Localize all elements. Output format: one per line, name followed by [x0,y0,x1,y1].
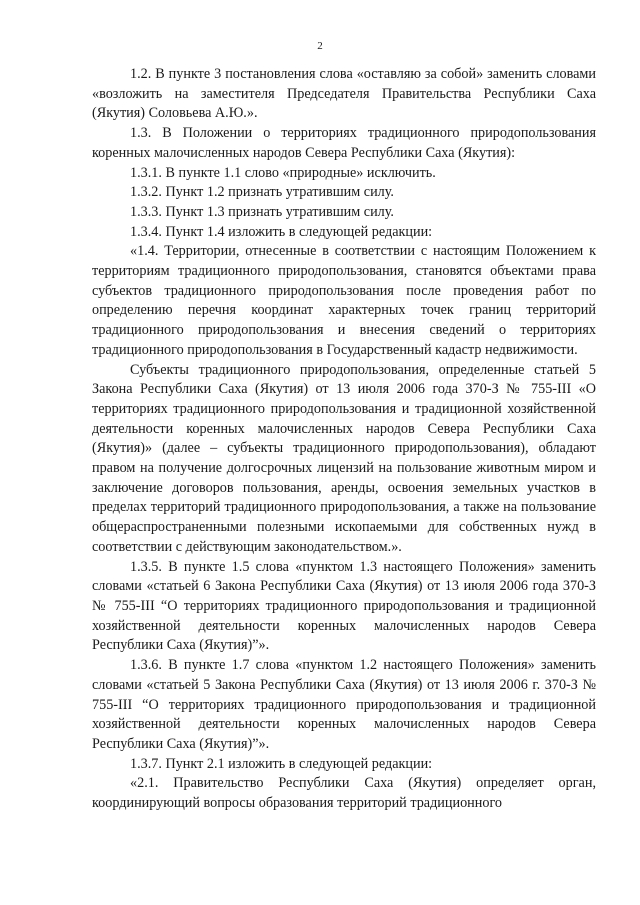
paragraph-1-3: 1.3. В Положении о территориях традиционного природопользования коренных малочисленных народов Севера Республики Саха (Якутия): [92,125,596,161]
paragraph-1-3-6: 1.3.6. В пункте 1.7 слова «пунктом 1.2 настоящего Положения» заменить словами «статьей 5 Закона Республики Саха (Якутия) от 13 июля 2006 г. 370-З № 755-III “О территориях традиционного природопользования и традиционной хозяйственной деятельности коренных малочисленных народов Севера Республики Саха (Якутия)”». [92,657,596,752]
page-number: 2 [317,40,323,52]
paragraph-1-3-3: 1.3.3. Пункт 1.3 признать утратившим силу. [130,203,394,220]
quoted-paragraph-1-4: «1.4. Территории, отнесенные в соответствии с настоящим Положением к территориям традиционного природопользования, становятся объектами права субъектов традиционного природопользования после проведения работ по определению перечня координат характерных точек границ территорий традиционного природопользования и внесения сведений о территориях традиционного природопользования в Государственный кадастр недвижимости. [92,243,596,358]
paragraph-1-2: 1.2. В пункте 3 постановления слова «оставляю за собой» заменить словами «возложить на заместителя Председателя Правительства Республики Саха (Якутия) Соловьева А.Ю.». [92,66,596,122]
paragraph-1-3-2: 1.3.2. Пункт 1.2 признать утратившим силу. [130,184,394,201]
paragraph-subjects: Субъекты традиционного природопользования, определенные статьей 5 Закона Республики Саха (Якутия) от 13 июля 2006 года 370-З № 755-III «О территориях традиционного природопользования и традиционной хозяйственной деятельности коренных малочисленных народов Севера Республики Саха (Якутия)» (далее – субъекты традиционного природопользования), обладают правом на получение долгосрочных лицензий на пользование животным миром и заключение договоров пользования, аренды, освоения земельных участков в пределах территорий традиционного природопользования, а также на пользование общераспространенными полезными ископаемыми для собственных нужд в соответствии с действующим законодательством.». [92,361,596,555]
paragraph-1-3-5: 1.3.5. В пункте 1.5 слова «пунктом 1.3 настоящего Положения» заменить словами «статьей 6 Закона Республики Саха (Якутия) от 13 июля 2006 года 370-З № 755-III “О территориях традиционного природопользования и традиционной хозяйственной деятельности коренных малочисленных народов Севера Республики Саха (Якутия)”». [92,558,596,654]
quoted-paragraph-2-1: «2.1. Правительство Республики Саха (Якутия) определяет орган, координирующий вопросы образования территорий традиционного [92,775,596,812]
paragraph-1-3-1: 1.3.1. В пункте 1.1 слово «природные» исключить. [130,164,436,181]
paragraph-1-3-7: 1.3.7. Пункт 2.1 изложить в следующей редакции: [130,755,433,772]
document-body [92,65,596,814]
paragraph-1-3-4: 1.3.4. Пункт 1.4 изложить в следующей редакции: [130,223,433,240]
